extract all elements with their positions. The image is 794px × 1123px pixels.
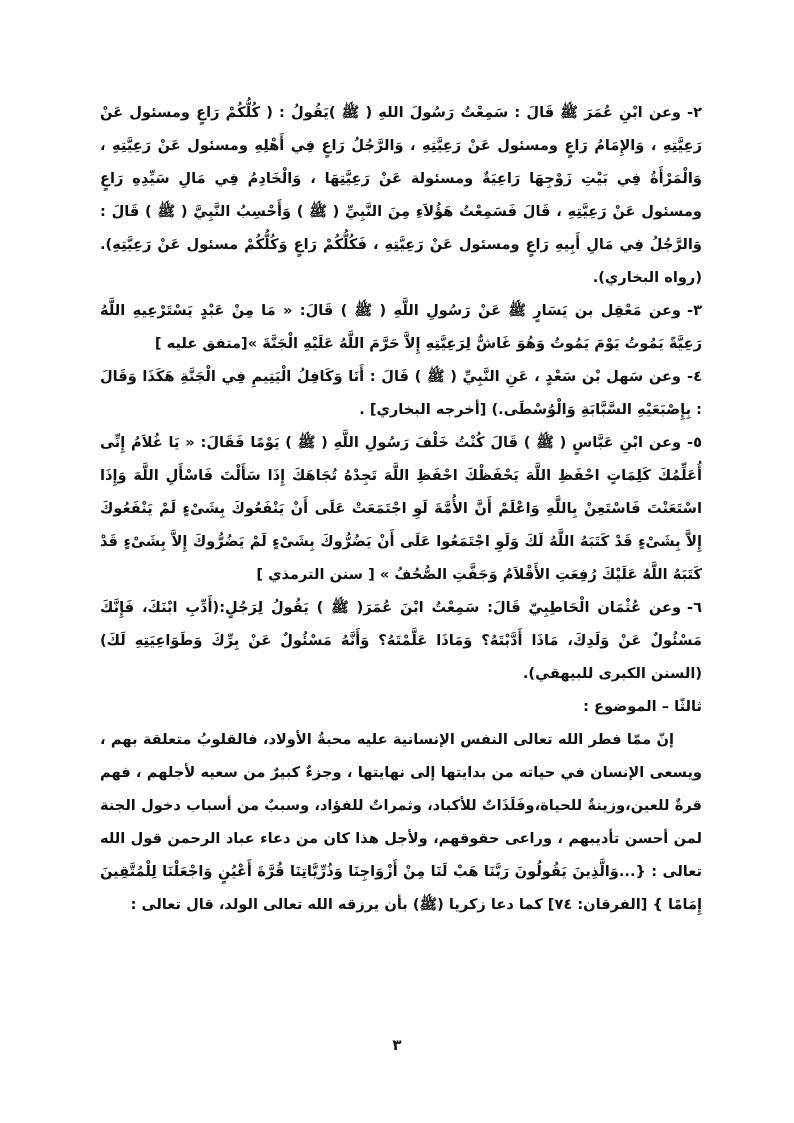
hadith-item bbox=[100, 426, 702, 591]
hadith-number: ٤- bbox=[687, 368, 702, 385]
hadith-number: ٦- bbox=[687, 599, 702, 616]
hadith-item bbox=[100, 591, 702, 690]
hadith-number: ٥- bbox=[687, 434, 702, 451]
hadith-item bbox=[100, 360, 702, 426]
hadith-item bbox=[100, 294, 702, 360]
hadith-item bbox=[100, 96, 702, 294]
hadith-number: ٢- bbox=[687, 104, 702, 121]
hadith-number: ٣- bbox=[687, 302, 702, 319]
hadith-text: وعن سَهل بْن سَعْدٍ ، عَنِ النَّبِيِّ ( ﷺ ) قَالَ : أَنَا وَكَافِلُ الْيَتِيمِ فِي الْجَنَّةِ هَكَذَا وَقَالَ : بِإِصْبَعَيْهِ السَّبَّابَةِ وَالْوُسْطَى.) [أخرجه البخاري] . bbox=[100, 368, 702, 418]
hadith-text: وعن مَعْقِل بن يَسَارٍ ﷺ عَنْ رَسُولِ اللَّهِ ( ﷺ ) قَالَ: « مَا مِنْ عَبْدٍ يَسْتَرْعِيهِ اللَّهُ رَعِيَّةً يَمُوتُ يَوْمَ يَمُوتُ وَهُوَ غَاشٌّ لِرَعِيَّتِهِ إِلاَّ حَرَّمَ اللَّهُ عَلَيْهِ الْجَنَّةَ »[متفق عليه ] bbox=[100, 302, 702, 352]
page-number: ٣ bbox=[392, 1036, 402, 1054]
hadith-text: وعن ابْنِ عُمَرَ ﷺ قَالَ : سَمِعْتُ رَسُولَ اللهِ ( ﷺ )يَقُولُ : ( كُلُّكُمْ رَاعٍ ومسئول عَنْ رَعِيَّتِهِ ، وَالإِمَامُ رَاعٍ ومسئول عَنْ رَعِيَّتِهِ ، وَالرَّجُلُ رَاعٍ فِي أَهْلِهِ ومسئول عَنْ رَعِيَّتِهِ ، وَالْمَرْأَةُ فِي بَيْتِ زَوْجِهَا رَاعِيَةٌ ومسئولة عَنْ رَعِيَّتِهَا ، وَالْخَادِمُ فِي مَالِ سَيِّدِهِ رَاعٍ ومسئول عَنْ رَعِيَّتِهِ ، قَالَ فَسَمِعْتُ هَؤُلاَءِ مِنَ النَّبِيِّ ( ﷺ ) وَأَحْسِبُ النَّبِيَّ ( ﷺ ) قَالَ : وَالرَّجُلُ فِي مَالِ أَبِيهِ رَاعٍ ومسئول عَنْ رَعِيَّتِهِ ، فَكُلُّكُمْ رَاعٍ وَكُلُّكُمْ مسئول عَنْ رَعِيَّتِهِ).(رواه البخاري). bbox=[100, 104, 702, 286]
hadith-text: وعن ابْنِ عَبَّاسٍ ( ﷺ ) قَالَ كُنْتُ خَلْفَ رَسُولِ اللَّهِ ( ﷺ ) يَوْمًا فَقَالَ: « يَا غُلاَمُ إِنِّى أُعَلِّمُكَ كَلِمَاتٍ احْفَظِ اللَّهَ يَحْفَظْكَ احْفَظِ اللَّهَ تَجِدْهُ تُجَاهَكَ إِذَا سَأَلْتَ فَاسْأَلِ اللَّهَ وَإِذَا اسْتَعَنْتَ فَاسْتَعِنْ بِاللَّهِ وَاعْلَمْ أَنَّ الأُمَّةَ لَوِ اجْتَمَعَتْ عَلَى أَنْ يَنْفَعُوكَ بِشَىْءٍ لَمْ يَنْفَعُوكَ إِلاَّ بِشَىْءٍ قَدْ كَتَبَهُ اللَّهُ لَكَ وَلَوِ اجْتَمَعُوا عَلَى أَنْ يَضُرُّوكَ بِشَىْءٍ لَمْ يَضُرُّوكَ إِلاَّ بِشَىْءٍ قَدْ كَتَبَهُ اللَّهُ عَلَيْكَ رُفِعَتِ الأَقْلاَمُ وَجَفَّتِ الصُّحُفُ » [ سنن الترمذي ] bbox=[100, 434, 702, 583]
page-content bbox=[100, 96, 702, 921]
body-paragraph: إنّ ممّا فطر الله تعالى النفس الإنسانية عليه محبةُ الأولاد، فالقلوبُ متعلقة بهم ، ويسعى الإنسان في حياته من بدايتها إلى نهايتها ، وجزءٌ كبيرٌ من سعيه لأجلهم ، فهم قرةٌ للعين،وزينةٌ للحياة،وفَلَذَاتٌ للأكباد، وثمراتٌ للفؤاد، وسببٌ من أسباب دخول الجنة لمن أحسن تأديبهم ، وراعى حقوقهم، ولأجل هذا كان من دعاء عباد الرحمن قول الله تعالى : {...وَالَّذِينَ يَقُولُونَ رَبَّنَا هَبْ لَنَا مِنْ أَزْوَاجِنَا وَذُرِّيَّاتِنَا قُرَّةَ أَعْيُنٍ وَاجْعَلْنَا لِلْمُتَّقِينَ إِمَامًا } [الفرقان: ٧٤] كما دعا زكريا (ﷺ) بأن يرزقه الله تعالى الولد، قال تعالى : bbox=[100, 731, 702, 913]
hadith-text: وعن عُثْمَان الْحَاطِبِيّ قَالَ: سَمِعْتُ ابْنَ عُمَرَ( ﷺ ) يَقُولُ لِرَجُلٍ:(أَدِّبِ ابْنَكَ، فَإِنَّكَ مَسْئُولٌ عَنْ وَلَدِكَ، مَاذَا أَدَّبْتَهُ؟ وَمَاذَا عَلَّمْتَهُ؟ وَأَنَّهُ مَسْئُولٌ عَنْ بِرِّكَ وَطَوَاعِيَتِهِ لَكَ) (السنن الكبرى للبيهقي). bbox=[100, 599, 702, 682]
section-title: ثالثًا – الموضوع : bbox=[583, 698, 702, 715]
